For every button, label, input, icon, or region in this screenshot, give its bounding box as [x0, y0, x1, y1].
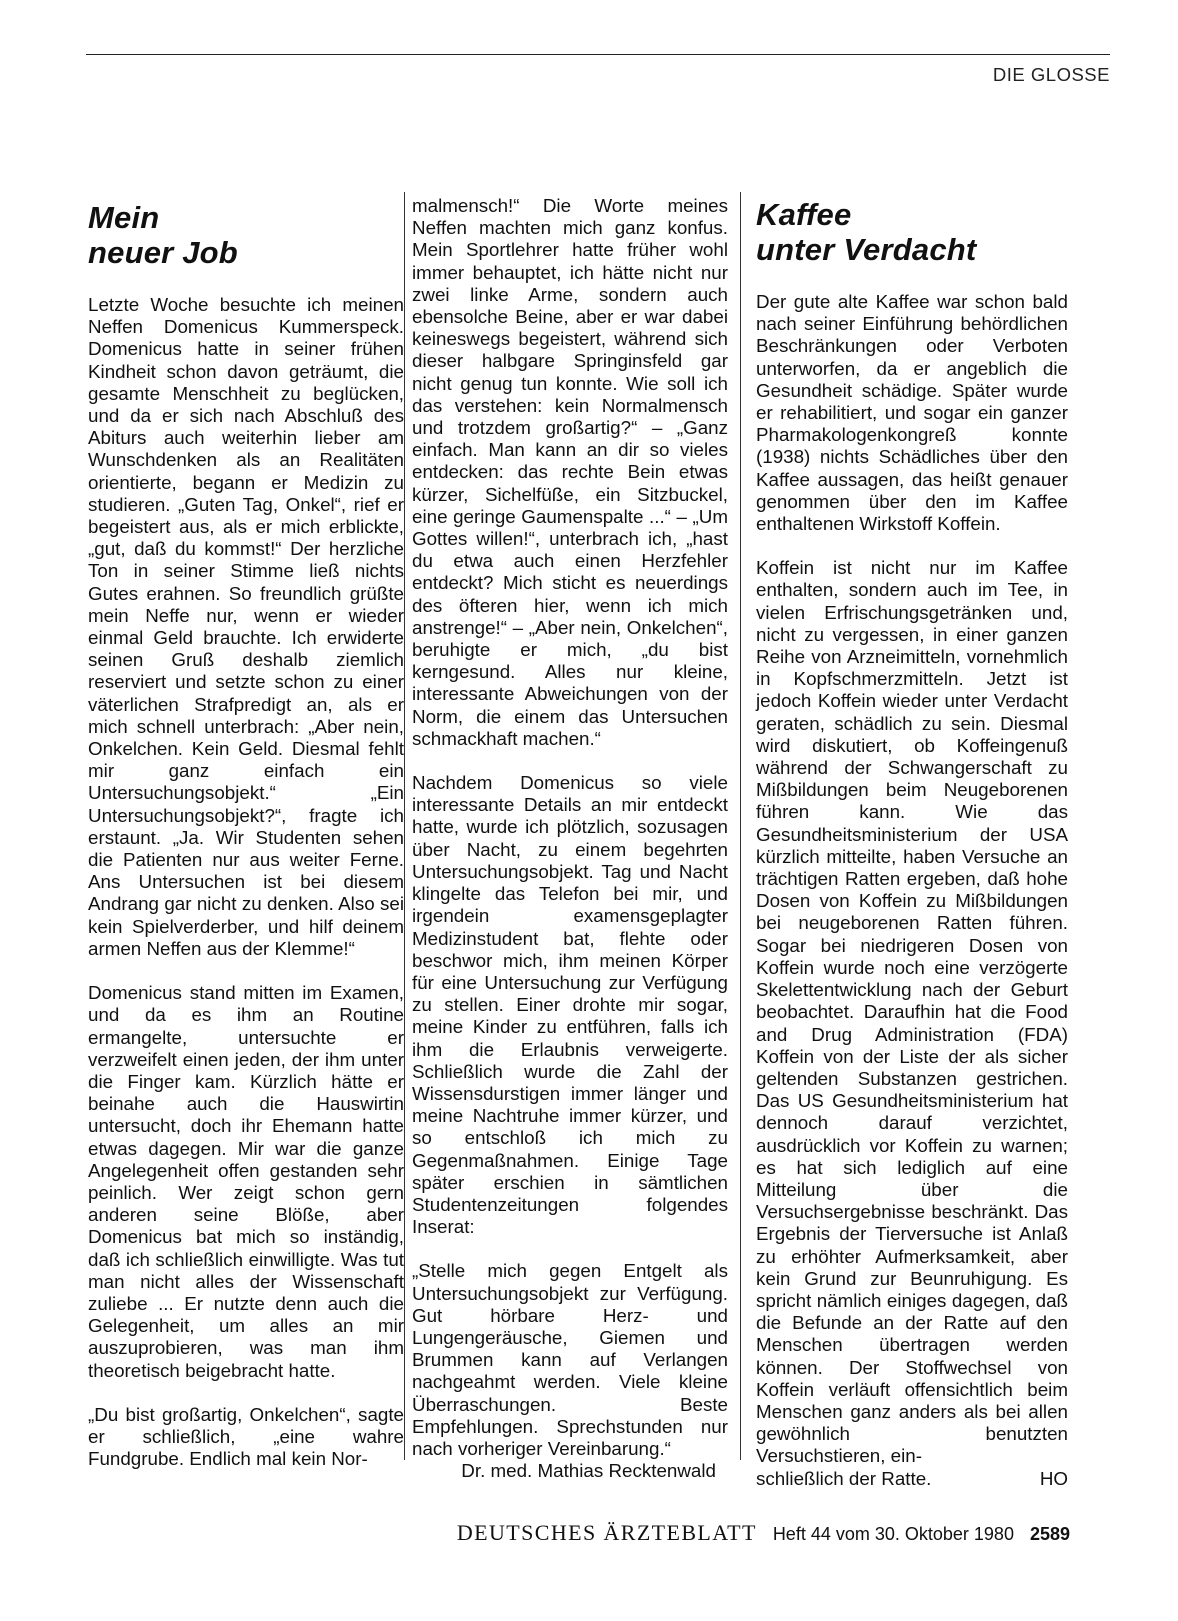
- author-initials: HO: [1039, 1467, 1068, 1489]
- article-title: [88, 200, 404, 270]
- paragraph: Letzte Woche besuchte ich meinen Neffen Domenicus Kummerspeck. Domenicus hatte in seiner frühen Kindheit schon davon geträumt, die gesamte Menschheit zu beglücken, und da er sich nach Abschluß des Abiturs auch weiterhin lieber am Wunschdenken als an Realitäten orientierte, begann er Medizin zu studieren. „Guten Tag, Onkel“, rief er begeistert aus, als er mich erblickte, „gut, daß du kommst!“ Der herzliche Ton in seiner Stimme ließ nichts Gutes erahnen. So freundlich grüßte mein Neffe nur, wenn er wieder einmal Geld brauchte. Ich erwiderte seinen Gruß deshalb ziemlich reserviert und setzte schon zu einer väterlichen Strafpredigt an, als er mich schnell unterbrach: „Aber nein, Onkelchen. Kein Geld. Diesmal fehlt mir ganz einfach ein Untersuchungsobjekt.“ „Ein Untersuchungsobjekt?“, fragte ich erstaunt. „Ja. Wir Studenten sehen die Patienten nur aus weiter Ferne. Ans Untersuchen ist bei diesem Andrang gar nicht zu denken. Also sei kein Spielverderber, und hilf deinem armen Neffen aus der Klemme!“: [88, 294, 404, 959]
- section-label: DIE GLOSSE: [992, 64, 1110, 85]
- paragraph: Domenicus stand mitten im Examen, und da es ihm an Routine ermangelte, untersuchte er verzweifelt einen jeden, der ihm unter die Finger kam. Kürzlich hätte er beinahe auch die Hauswirtin untersucht, doch ihr Ehemann hatte etwas dagegen. Mir war die ganze Angelegenheit offen gestanden sehr peinlich. Wer zeigt schon gern anderen seine Blöße, aber Domenicus bat mich so inständig, daß ich schließlich einwilligte. Was tut man nicht alles der Wissenschaft zuliebe ... Er nutzte denn auch die Gelegenheit, um alles an mir auszuprobieren, was man ihm theoretisch beigebracht hatte.: [88, 982, 404, 1381]
- paragraph: Nachdem Domenicus so viele interessante Details an mir entdeckt hatte, wurde ich plötzlich, sozusagen über Nacht, zu einem begehrten Untersuchungsobjekt. Tag und Nacht klingelte das Telefon bei mir, und irgendein examensgeplagter Medizinstudent bat, flehte oder beschwor mich, ihm meinen Körper für eine Untersuchung zur Verfügung zu stellen. Einer drohte mir sogar, meine Kinder zu entführen, falls ich ihm die Erlaubnis verweigerte. Schließlich wurde die Zahl der Wissensdurstigen immer länger und meine Nachtruhe immer kürzer, und so entschloß ich mich zu Gegenmaßnahmen. Einige Tage später erschien in sämtlichen Studentenzeitungen folgendes Inserat:: [412, 772, 728, 1238]
- page-footer: [420, 1520, 1070, 1546]
- title-line: Mein: [88, 200, 160, 235]
- title-line: neuer Job: [88, 235, 238, 270]
- closing-line: [756, 1468, 1068, 1490]
- paragraph: „Stelle mich gegen Entgelt als Untersuchungsobjekt zur Verfügung. Gut hörbare Herz- und Lungengeräusche, Giemen und Brummen kann auf Verlangen nachgeahmt werden. Viele kleine Überraschungen. Beste Empfehlungen. Sprechstunden nur nach vorheriger Vereinbarung.“: [412, 1260, 728, 1459]
- page-number: 2589: [1029, 1524, 1070, 1544]
- paragraph: „Du bist großartig, Onkelchen“, sagte er schließlich, „eine wahre Fundgrube. Endlich mal kein Nor-: [88, 1403, 404, 1470]
- closing-text: schließlich der Ratte.: [756, 1467, 932, 1489]
- column-divider: [740, 192, 741, 1460]
- article-kaffee-unter-verdacht: [756, 197, 1068, 1490]
- column-divider: [404, 192, 405, 1460]
- paragraph: Koffein ist nicht nur im Kaffee enthalten, sondern auch im Tee, in vielen Erfrischungsgetränken und, nicht zu vergessen, in einer ganzen Reihe von Arzneimitteln, vornehmlich in Kopfschmerzmitteln. Jetzt ist jedoch Koffein wieder unter Verdacht geraten, schädlich zu sein. Diesmal wird diskutiert, ob Koffeingenuß während der Schwangerschaft zu Mißbildungen beim Neugeborenen führen kann. Wie das Gesundheitsministerium der USA kürzlich mitteilte, haben Versuche an trächtigen Ratten ergeben, daß hohe Dosen von Koffein zu Mißbildungen bei neugeborenen Ratten führen. Sogar bei niedrigeren Dosen von Koffein wurde noch eine verzögerte Skelettentwicklung nach der Geburt beobachtet. Daraufhin hat die Food and Drug Administration (FDA) Koffein von der Liste der als sicher geltenden Substanzen gestrichen. Das US Gesundheitsministerium hat dennoch darauf verzichtet, ausdrücklich vor Koffein zu warnen; es hat sich lediglich auf eine Mitteilung über die Versuchsergebnisse beschränkt. Das Ergebnis der Tierversuche ist Anlaß zu erhöhter Aufmerksamkeit, aber kein Grund zur Beunruhigung. Es spricht nämlich einiges dagegen, daß die Befunde an der Ratte auf den Menschen übertragen werden können. Der Stoffwechsel von Koffein verläuft offensichtlich beim Menschen ganz anders als bei allen gewöhnlich benutzten Versuchstieren, ein-: [756, 557, 1068, 1467]
- top-rule: [86, 54, 1110, 55]
- paragraph: malmensch!“ Die Worte meines Neffen machten mich ganz konfus. Mein Sportlehrer hatte früher wohl immer behauptet, ich hätte nicht nur zwei linke Arme, sondern auch ebensolche Beine, aber er war dabei keineswegs begeistert, während sich dieser halbgare Springinsfeld gar nicht genug tun konnte. Wie soll ich das verstehen: kein Normalmensch und trotzdem großartig?“ – „Ganz einfach. Man kann an dir so vieles entdecken: das rechte Bein etwas kürzer, Sichelfüße, ein Sitzbuckel, eine geringe Gaumenspalte ...“ – „Um Gottes willen!“, unterbrach ich, „hast du etwa auch einen Herzfehler entdeckt? Mich sticht es neuerdings des öfteren hier, wenn ich mich anstrenge!“ – „Aber nein, Onkelchen“, beruhigte er mich, „du bist kerngesund. Alles nur kleine, interessante Abweichungen von der Norm, die einem das Untersuchen schmackhaft machen.“: [412, 195, 728, 749]
- issue-info: Heft 44 vom 30. Oktober 1980: [772, 1524, 1014, 1544]
- article-mein-neuer-job: [88, 200, 404, 1470]
- title-line: unter Verdacht: [756, 232, 977, 267]
- masthead: DEUTSCHES ÄRZTEBLATT: [456, 1520, 757, 1545]
- article-mein-neuer-job-continued: [412, 195, 728, 1482]
- author-signature: Dr. med. Mathias Recktenwald: [461, 1460, 716, 1482]
- article-title: [756, 197, 1068, 267]
- title-line: Kaffee: [756, 197, 852, 232]
- paragraph: Der gute alte Kaffee war schon bald nach seiner Einführung behördlichen Beschränkungen oder Verboten unterworfen, da er angeblich die Gesundheit schädige. Später wurde er rehabilitiert, und sogar ein ganzer Pharmakologenkongreß konnte (1938) nichts Schädliches über den Kaffee aussagen, das heißt genauer genommen über den im Kaffee enthaltenen Wirkstoff Koffein.: [756, 291, 1068, 535]
